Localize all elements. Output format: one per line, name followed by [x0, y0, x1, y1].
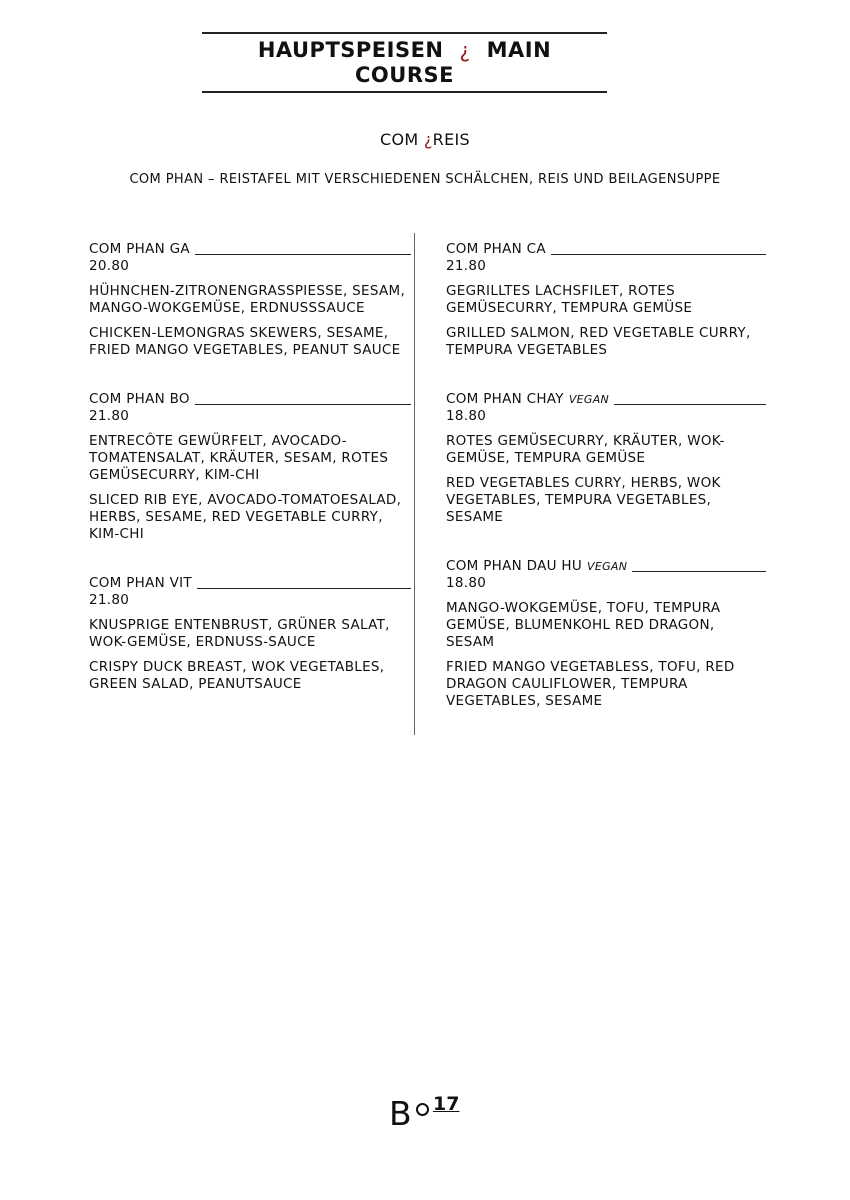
menu-item-description-de: ROTES GEMÜSECURRY, KRÄUTER, WOK-GEMÜSE, TEMPURA GEMÜSE: [446, 433, 725, 466]
menu-item-price: 21.80: [89, 592, 130, 608]
menu-item-price: 18.80: [446, 408, 487, 424]
menu-item: [89, 391, 411, 543]
menu-item-description-en: SLICED RIB EYE, AVOCADO-TOMATOESALAD, HERBS, SESAME, RED VEGETABLE CURRY, KIM-CHI: [89, 492, 402, 542]
menu-item-header: [446, 391, 766, 408]
menu-item-leader-line: [197, 588, 411, 589]
vegan-tag: VEGAN: [587, 560, 628, 573]
menu-item: [446, 241, 766, 359]
menu-item: [446, 391, 766, 526]
menu-item-description-en: CHICKEN-LEMONGRAS SKEWERS, SESAME, FRIED MANGO VEGETABLES, PEANUT SAUCE: [89, 325, 401, 358]
spacer: [89, 559, 411, 575]
menu-item-description-en: GRILLED SALMON, RED VEGETABLE CURRY, TEMPURA VEGETABLES: [446, 325, 751, 358]
menu-item-header: [446, 558, 766, 575]
column-divider: [414, 233, 415, 735]
menu-item-name: COM PHAN BO: [89, 391, 190, 407]
section-title-separator: ¿: [423, 130, 433, 149]
section-title-part-1: COM: [380, 130, 424, 149]
menu-item-leader-line: [195, 404, 411, 405]
title-part-2: MAIN: [486, 38, 552, 62]
section-title: [0, 130, 850, 149]
spacer: [446, 375, 766, 391]
page-number: 17: [433, 1093, 460, 1115]
section-subtitle: COM PHAN – REISTAFEL MIT VERSCHIEDENEN SCHÄLCHEN, REIS UND BEILAGENSUPPE: [129, 172, 721, 187]
menu-item-leader-line: [632, 571, 766, 572]
menu-item-description-en: FRIED MANGO VEGETABLESS, TOFU, RED DRAGON CAULIFLOWER, TEMPURA VEGETABLES, SESAME: [446, 659, 735, 709]
menu-item-name: COM PHAN CA: [446, 241, 546, 257]
menu-item-price: 21.80: [89, 408, 130, 424]
menu-item-description-de: GEGRILLTES LACHSFILET, ROTES GEMÜSECURRY, TEMPURA GEMÜSE: [446, 283, 693, 316]
menu-item: [89, 241, 411, 359]
menu-item-header: [89, 391, 411, 408]
title-part-1: HAUPTSPEISEN: [257, 38, 444, 62]
menu-item-price: 18.80: [446, 575, 487, 591]
menu-item-header: [446, 241, 766, 258]
menu-item-name: COM PHAN VIT: [89, 575, 192, 591]
menu-column-left: [89, 241, 411, 709]
title-separator: ¿: [459, 38, 471, 62]
menu-item-name: COM PHAN GA: [89, 241, 190, 257]
menu-item: [446, 558, 766, 710]
page-title-line-2: COURSE: [355, 63, 454, 87]
menu-item-name: COM PHAN CHAY: [446, 391, 564, 407]
page-title-block: [202, 32, 607, 93]
menu-item-description-en: RED VEGETABLES CURRY, HERBS, WOK VEGETABLES, TEMPURA VEGETABLES, SESAME: [446, 475, 721, 525]
menu-item: [89, 575, 411, 693]
menu-item-description-en: CRISPY DUCK BREAST, WOK VEGETABLES, GREEN SALAD, PEANUTSAUCE: [89, 659, 385, 692]
menu-item-description-de: MANGO-WOKGEMÜSE, TOFU, TEMPURA GEMÜSE, BLUMENKOHL RED DRAGON, SESAM: [446, 600, 721, 650]
spacer: [89, 375, 411, 391]
menu-item-name: COM PHAN DAU HU: [446, 558, 583, 574]
menu-item-price: 20.80: [89, 258, 130, 274]
page-title-line-1: [202, 38, 607, 63]
menu-item-leader-line: [551, 254, 766, 255]
menu-column-right: [446, 241, 766, 726]
brand-logo-letter: B: [389, 1094, 412, 1133]
spacer: [446, 542, 766, 558]
menu-item-price: 21.80: [446, 258, 487, 274]
menu-item-leader-line: [614, 404, 766, 405]
menu-item-leader-line: [195, 254, 411, 255]
menu-item-header: [89, 241, 411, 258]
vegan-tag: VEGAN: [568, 393, 610, 406]
menu-item-description-de: KNUSPRIGE ENTENBRUST, GRÜNER SALAT, WOK-GEMÜSE, ERDNUSS-SAUCE: [89, 617, 390, 650]
menu-item-description-de: HÜHNCHEN-ZITRONENGRASSPIESSE, SESAM, MANGO-WOKGEMÜSE, ERDNUSSSAUCE: [89, 283, 406, 316]
menu-item-header: [89, 575, 411, 592]
section-title-part-2: REIS: [432, 130, 470, 149]
menu-item-description-de: ENTRECÔTE GEWÜRFELT, AVOCADO-TOMATENSALAT, KRÄUTER, SESAM, ROTES GEMÜSECURRY, KIM-CHI: [89, 433, 389, 483]
brand-logo-circle-icon: [416, 1103, 429, 1116]
